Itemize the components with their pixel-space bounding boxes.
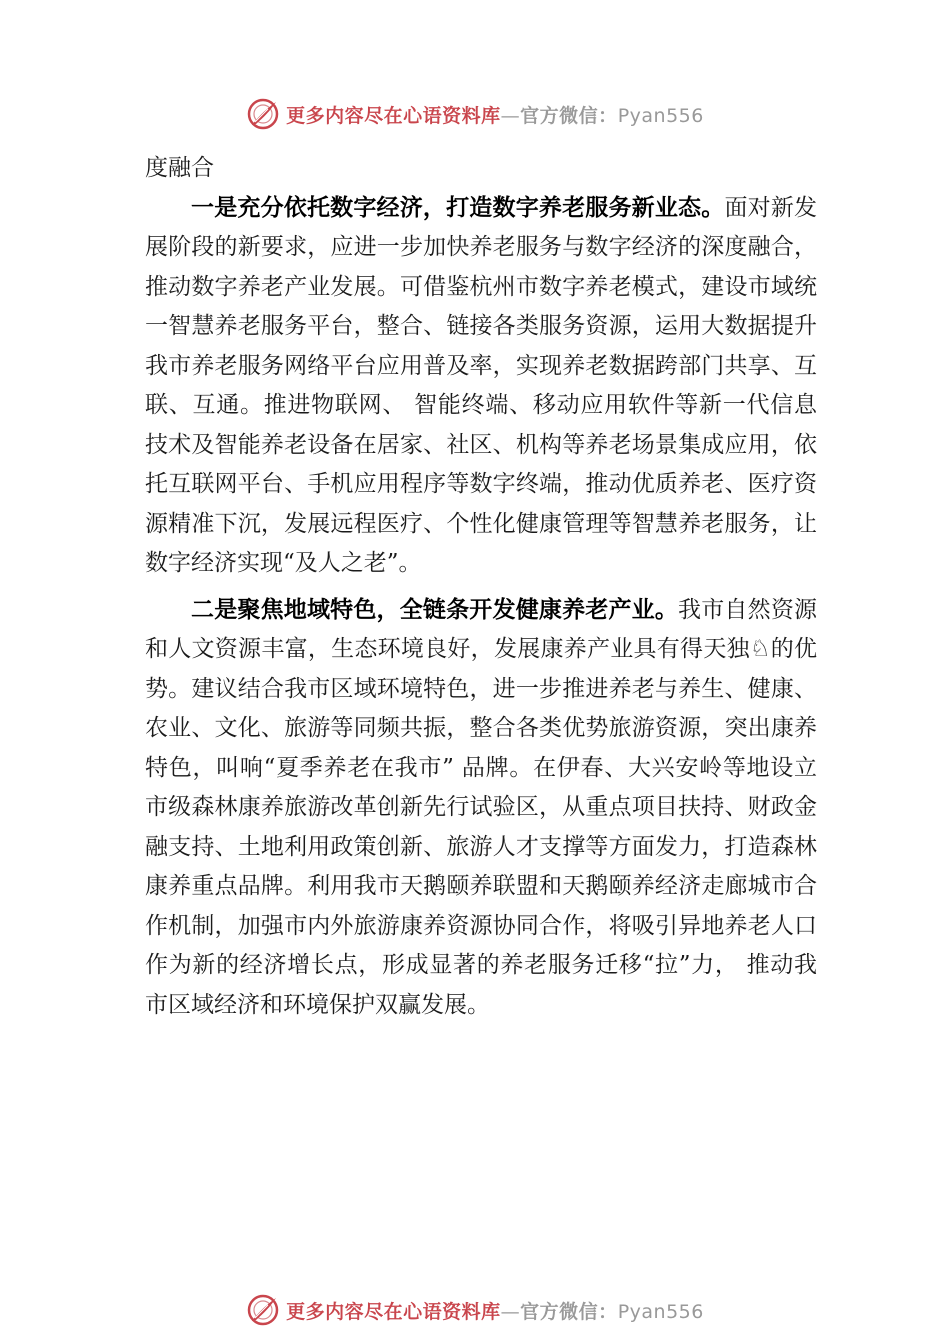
watermark-handle: Pyan556 <box>617 1300 704 1323</box>
quill-seal-icon <box>246 97 280 131</box>
footer-watermark <box>0 1290 950 1330</box>
paragraph-lead-heading: 一是充分依托数字经济，打造数字养老服务新业态。 <box>191 194 725 221</box>
watermark-brand: 更多内容尽在心语资料库 <box>286 1300 501 1323</box>
document-body <box>145 149 817 1025</box>
watermark-text <box>286 101 704 128</box>
watermark-official-label: 官方微信： <box>520 1300 618 1323</box>
watermark-brand: 更多内容尽在心语资料库 <box>286 104 501 127</box>
paragraph-body-text: 面对新发展阶段的新要求，应进一步加快养老服务与数字经济的深度融合，推动数字养老产业发展。可借鉴杭州市数字养老模式，建设市域统一智慧养老服务平台，整合、链接各类服务资源，运用大数据提升我市养老服务网络平台应用普及率，实现养老数据跨部门共享、互联、互通。推进物联网、 智能终端、移动应用软件等新一代信息技术及智能养老设备在居家、社区、机构等养老场景集成应用，依托互联网平台、手机应用程序等数字终端，推动优质养老、医疗资源精准下沉，发展远程医疗、个性化健康管理等智慧养老服务，让数字经济实现“及人之老”。 <box>145 194 818 576</box>
paragraph-regional-features <box>145 591 817 1026</box>
watermark-official-label: 官方微信： <box>520 104 618 127</box>
quill-seal-icon <box>246 1293 280 1327</box>
watermark-dash: — <box>500 104 521 127</box>
watermark-handle: Pyan556 <box>617 104 704 127</box>
watermark-dash: — <box>500 1300 521 1323</box>
paragraph-lead-heading: 二是聚焦地域特色，全链条开发健康养老产业。 <box>191 596 679 623</box>
continuation-text: 度融合 <box>145 155 214 181</box>
paragraph-body-text: 我市自然资源和人文资源丰富，生态环境良好，发展康养产业具有得天独♘的优势。建议结合我市区域环境特色，进一步推进养老与养生、健康、农业、文化、旅游等同频共振，整合各类优势旅游资源，突出康养特色，叫响“夏季养老在我市” 品牌。在伊春、大兴安岭等地设立市级森林康养旅游改革创新先行试验区，从重点项目扶持、财政金融支持、土地利用政策创新、旅游人才支撑等方面发力，打造森林康养重点品牌。利用我市天鹅颐养联盟和天鹅颐养经济走廊城市合作机制，加强市内外旅游康养资源协同合作，将吸引异地养老人口作为新的经济增长点，形成显著的养老服务迁移“拉”力， 推动我市区域经济和环境保护双赢发展。 <box>145 596 818 1018</box>
header-watermark <box>0 94 950 134</box>
paragraph-digital-economy <box>145 189 817 584</box>
watermark-text <box>286 1297 704 1324</box>
